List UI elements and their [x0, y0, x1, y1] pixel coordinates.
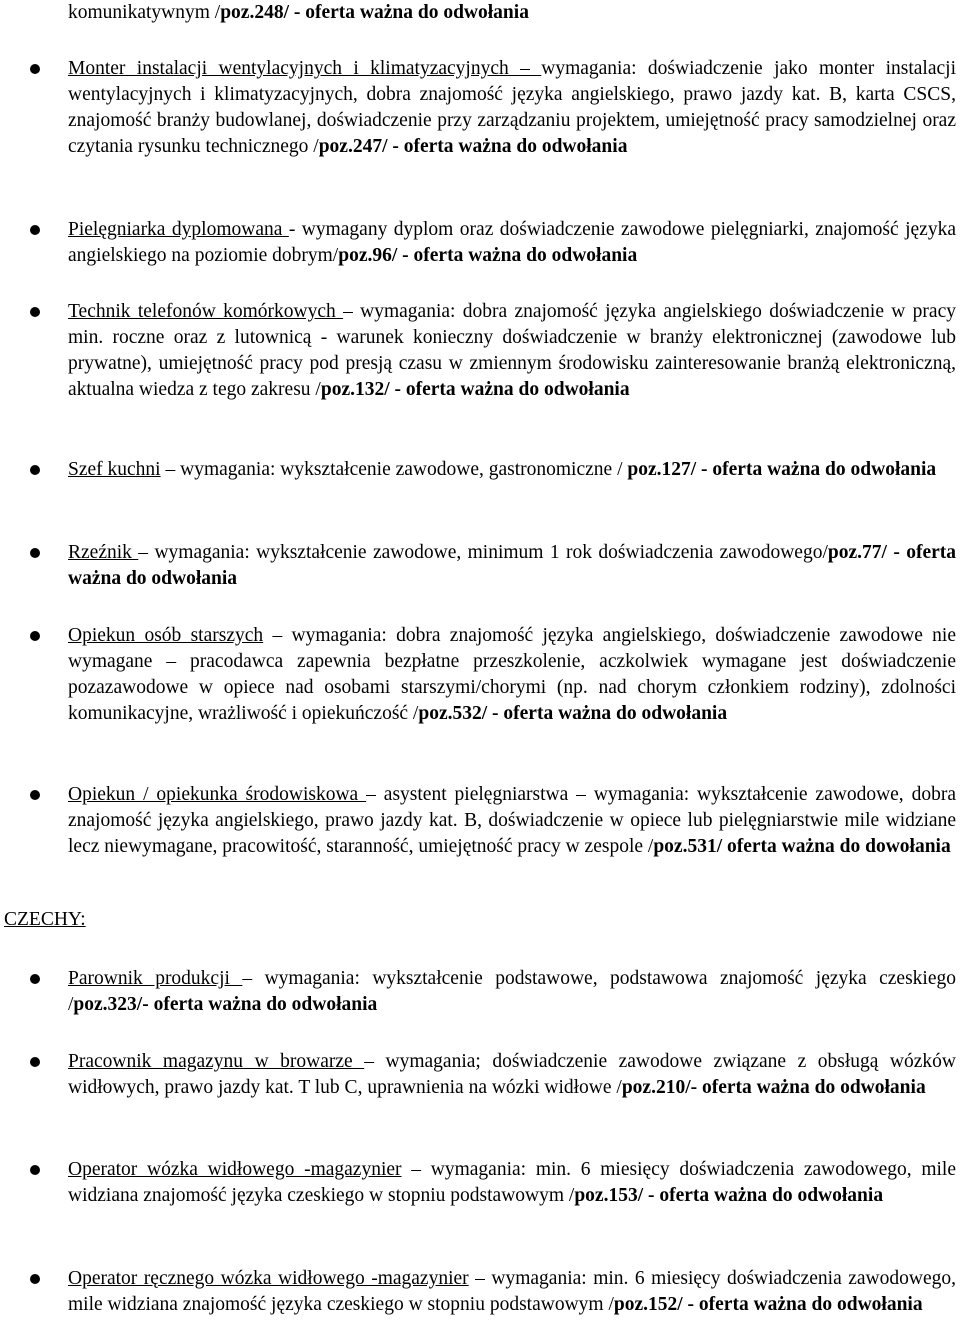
bullet-icon: [30, 225, 40, 235]
bullet-icon: [30, 790, 40, 800]
job-listing-opiekun-osob-starszych: [68, 623, 956, 727]
job-title: Parownik produkcji: [68, 968, 243, 989]
job-listing-rzeznik: [68, 540, 956, 592]
job-listing-monter: [68, 56, 956, 160]
job-listing-technik: [68, 299, 956, 403]
bullet-icon: [30, 307, 40, 317]
job-requirements: - wymagany dyplom oraz doświadczenie zawodowe pielęgniarki, znajomość języka angielskiego na poziomie dobrym/: [68, 219, 956, 266]
offer-ref: poz.247/ - oferta ważna do odwołania: [318, 136, 628, 157]
job-requirements: wymagania: doświadczenie jako monter instalacji wentylacyjnych i klimatyzacyjnych, dobra znajomość języka angielskiego, prawo jazdy kat. B, karta CSCS, znajomość branży budowlanej, doświadczenie przy zarządzaniu projektem, umiejętność pracy samodzielnej oraz czytania rysunku technicznego /: [68, 58, 956, 157]
job-requirements: – wymagania: wykształcenie zawodowe, gastronomiczne /: [160, 459, 628, 480]
job-requirements: – wymagania: wykształcenie podstawowe, podstawowa znajomość języka czeskiego /: [68, 968, 956, 1015]
job-listing-operator-recznego-wozka: [68, 1266, 956, 1318]
job-listing-operator-wozka: [68, 1157, 956, 1209]
job-listing-pielegniarka: [68, 217, 956, 269]
job-title: Rzeźnik: [68, 542, 139, 563]
offer-ref: poz.127/ - oferta ważna do odwołania: [627, 459, 937, 480]
job-title: Technik telefonów komórkowych: [68, 301, 344, 322]
intro-offer-ref: poz.248/ - oferta ważna do odwołania: [220, 2, 529, 23]
offer-ref: poz.532/ - oferta ważna do odwołania: [418, 703, 728, 724]
job-listing-opiekun-srodowiskowy: [68, 782, 956, 860]
job-listing-szef-kuchni: [68, 457, 956, 483]
job-listing-pracownik-magazynu: [68, 1049, 956, 1101]
offer-ref: poz.153/ - oferta ważna do odwołania: [574, 1185, 884, 1206]
job-title: Monter instalacji wentylacyjnych i klimatyzacyjnych –: [68, 58, 542, 79]
job-title: Operator wózka widłowego -magazynier: [68, 1159, 402, 1180]
intro-line: [68, 0, 529, 26]
job-title: Opiekun osób starszych: [68, 625, 264, 646]
offer-ref: poz.152/ - oferta ważna do odwołania: [613, 1294, 923, 1315]
job-listing-parownik: [68, 966, 956, 1018]
job-title: Pielęgniarka dyplomowana: [68, 219, 289, 240]
job-requirements: – wymagania: dobra znajomość języka angielskiego, doświadczenie zawodowe nie wymagane – pracodawca zapewnia bezpłatne przeszkolenie, aczkolwiek wymagane jest doświadczenie pozazawodowe w opiece nad osobami starszymi/chorymi (np. nad chorym członkiem rodziny), zdolności komunikacyjne, wrażliwość i opiekuńczość /: [68, 625, 956, 724]
bullet-icon: [30, 1165, 40, 1175]
job-title: Opiekun / opiekunka środowiskowa: [68, 784, 367, 805]
offer-ref: poz.77/ - oferta ważna do odwołania: [68, 542, 956, 589]
offer-ref: poz.323/- oferta ważna do odwołania: [73, 994, 378, 1015]
bullet-icon: [30, 548, 40, 558]
bullet-icon: [30, 1274, 40, 1284]
bullet-icon: [30, 974, 40, 984]
bullet-icon: [30, 64, 40, 74]
job-requirements: – wymagania: min. 6 miesięcy doświadczenia zawodowego, mile widziana znajomość języka czeskiego w stopniu podstawowym /: [68, 1268, 957, 1315]
offer-ref: poz.210/- oferta ważna do odwołania: [621, 1077, 926, 1098]
section-heading-czechy: CZECHY:: [4, 909, 86, 930]
job-requirements: – wymagania; doświadczenie zawodowe związane z obsługą wózków widłowych, prawo jazdy kat. T lub C, uprawnienia na wózki widłowe /: [68, 1051, 956, 1098]
offer-ref: poz.96/ - oferta ważna do odwołania: [338, 245, 638, 266]
intro-text: komunikatywnym /: [68, 2, 221, 23]
offer-ref: poz.531/ oferta ważna do dowołania: [653, 836, 951, 857]
offer-ref: poz.132/ - oferta ważna do odwołania: [320, 379, 630, 400]
job-requirements: – wymagania: wykształcenie zawodowe, minimum 1 rok doświadczenia zawodowego/: [138, 542, 828, 563]
job-requirements: – wymagania: min. 6 miesięcy doświadczenia zawodowego, mile widziana znajomość języka czeskiego w stopniu podstawowym /: [68, 1159, 956, 1206]
job-title: Szef kuchni: [68, 459, 161, 480]
bullet-icon: [30, 1057, 40, 1067]
bullet-icon: [30, 631, 40, 641]
job-requirements: – wymagania: dobra znajomość języka angielskiego doświadczenie w pracy min. roczne oraz z lutownicą - warunek konieczny doświadczenie w branży elektronicznej (zawodowe lub prywatne), umiejętność pracy pod presją czasu w zmiennym środowisku zainteresowanie branżą elektroniczną, aktualna wiedza z tego zakresu /: [68, 301, 956, 400]
job-title: Operator ręcznego wózka widłowego -magazynier: [68, 1268, 469, 1289]
bullet-icon: [30, 465, 40, 475]
job-title: Pracownik magazynu w browarze: [68, 1051, 365, 1072]
job-requirements: – asystent pielęgniarstwa – wymagania: wykształcenie zawodowe, dobra znajomość języka angielskiego, prawo jazdy kat. B, doświadczenie w opiece lub pielęgniarstwie mile widziane lecz niewymagane, pracowitość, staranność, umiejętność pracy w zespole /: [68, 784, 956, 857]
